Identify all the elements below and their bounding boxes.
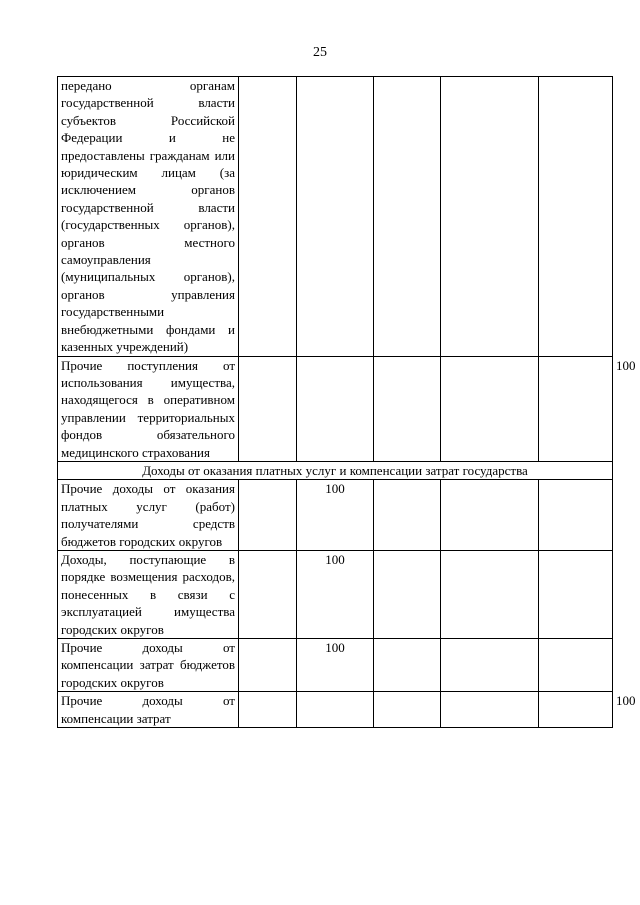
row-label: Прочие поступления от использования имущества, находящегося в оперативном управлении территориальных фондов обязательного медицинского страхования	[58, 356, 239, 461]
table-cell	[441, 356, 539, 461]
table-row: Прочие поступления от использования имущества, находящегося в оперативном управлении территориальных фондов обязательного медицинского страхования 100	[58, 356, 613, 461]
table-cell	[539, 356, 613, 461]
table-cell	[539, 550, 613, 638]
section-header: Доходы от оказания платных услуг и компенсации затрат государства	[58, 461, 613, 479]
table-cell	[374, 550, 441, 638]
table-cell	[539, 480, 613, 551]
revenue-distribution-table	[57, 76, 636, 728]
row-label: Прочие доходы от компенсации затрат бюджетов городских округов	[58, 639, 239, 692]
table-cell	[297, 692, 374, 728]
table-cell	[239, 550, 297, 638]
table-cell	[374, 356, 441, 461]
table-cell: 100	[297, 550, 374, 638]
table-row: Прочие доходы от компенсации затрат 100	[58, 692, 613, 728]
table-row	[58, 77, 613, 357]
table-row	[58, 550, 613, 638]
table-row	[58, 480, 613, 551]
row-label: Доходы, поступающие в порядке возмещения расходов, понесенных в связи с эксплуатацией имущества городских округов	[58, 550, 239, 638]
table-row	[58, 639, 613, 692]
row-label: Прочие доходы от компенсации затрат	[58, 692, 239, 728]
table-cell	[239, 692, 297, 728]
table-cell	[297, 77, 374, 357]
table-cell	[374, 639, 441, 692]
table-cell: 100	[297, 639, 374, 692]
table-cell	[441, 692, 539, 728]
table-cell	[539, 692, 613, 728]
table-cell: 100	[297, 480, 374, 551]
table-cell	[374, 480, 441, 551]
table-cell	[239, 356, 297, 461]
table-cell	[539, 639, 613, 692]
table-cell	[239, 77, 297, 357]
table-cell	[441, 639, 539, 692]
table-cell	[441, 480, 539, 551]
table-cell	[374, 77, 441, 357]
table-cell	[374, 692, 441, 728]
row-label: передано органам государственной власти субъектов Российской Федерации и не предоставлены гражданам или юридическим лицам (за исключением органов государственной власти (государственных органов), органов местного самоуправления (муниципальных органов), органов управления государственными внебюджетными фондами и казенных учреждений)	[58, 77, 239, 357]
table-cell	[239, 480, 297, 551]
table-cell	[441, 77, 539, 357]
section-header-row	[58, 461, 613, 479]
table-cell	[441, 550, 539, 638]
page-number: 25	[313, 45, 327, 60]
table-cell	[297, 356, 374, 461]
row-label: Прочие доходы от оказания платных услуг (работ) получателями средств бюджетов городских округов	[58, 480, 239, 551]
table-cell	[539, 77, 613, 357]
table-cell	[239, 639, 297, 692]
